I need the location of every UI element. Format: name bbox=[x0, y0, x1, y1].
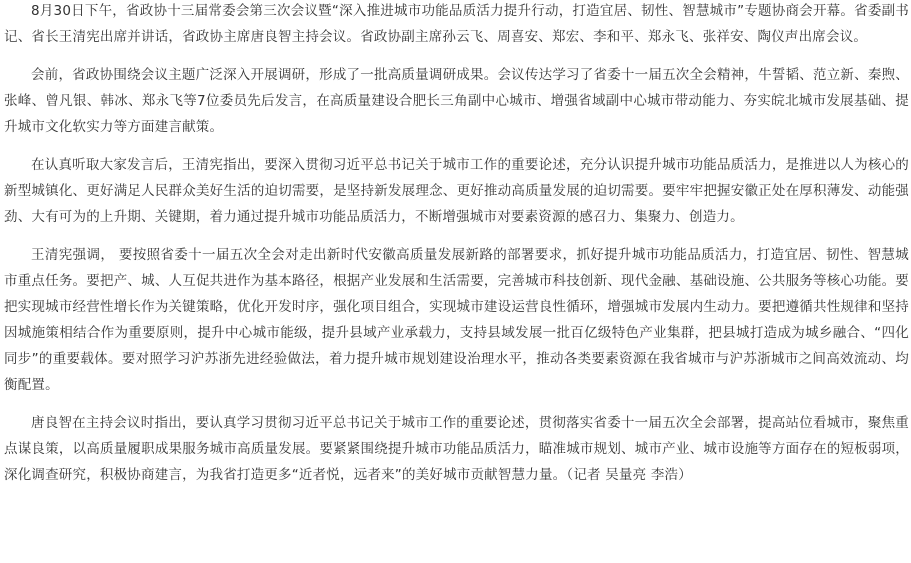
paragraph-wang-qingxian-emphasis: 王清宪强调， 要按照省委十一届五次全会对走出新时代安徽高质量发展新路的部署要求，抓好提升城市功能品质活力，打造宜居、韧性、智慧城市重点任务。要把产、城、人互促共进作为基本路径，根据产业发展和生活需要，完善城市科技创新、现代金融、基础设施、公共服务等核心功能。要把实现城市经营性增长作为关键策略，优化开发时序，强化项目组合，实现城市建设运营良性循环，增强城市发展内生动力。要把遵循共性规律和坚持因城施策相结合作为重要原则，提升中心城市能级，提升县域产业承载力，支持县域发展一批百亿级特色产业集群，把县城打造成为城乡融合、“四化同步”的重要载体。要对照学习沪苏浙先进经验做法，着力提升城市规划建设治理水平，推动各类要素资源在我省城市与沪苏浙城市之间高效流动、均衡配置。 bbox=[4, 247, 909, 393]
paragraph-tang-liangzhi-remarks: 唐良智在主持会议时指出，要认真学习贯彻习近平总书记关于城市工作的重要论述，贯彻落实省委十一届五次全会部署，提高站位看城市，聚焦重点谋良策，以高质量履职成果服务城市高质量发展。要紧紧围绕提升城市功能品质活力，瞄准城市规划、城市产业、城市设施等方面存在的短板弱项，深化调查研究，积极协商建言，为我省打造更多“近者悦，远者来”的美好城市贡献智慧力量。（记者 吴量亮 李浩） bbox=[4, 415, 909, 483]
paragraph-pre-meeting-research: 会前，省政协围绕会议主题广泛深入开展调研，形成了一批高质量调研成果。会议传达学习了省委十一届五次全会精神，牛誓韬、范立新、秦煦、张峰、曾凡银、韩冰、郑永飞等7位委员先后发言，在高质量建设合肥长三角副中心城市、增强省域副中心城市带动能力、夯实皖北城市发展基础、提升城市文化软实力等方面建言献策。 bbox=[4, 67, 909, 135]
paragraph-wang-qingxian-remarks: 在认真听取大家发言后，王清宪指出，要深入贯彻习近平总书记关于城市工作的重要论述，充分认识提升城市功能品质活力，是推进以人为核心的新型城镇化、更好满足人民群众美好生活的迫切需要，是坚持新发展理念、更好推动高质量发展的迫切需要。要牢牢把握安徽正处在厚积薄发、动能强劲、大有可为的上升期、关键期，着力通过提升城市功能品质活力，不断增强城市对要素资源的感召力、集聚力、创造力。 bbox=[4, 157, 909, 225]
paragraph-meeting-opening: 8月30日下午，省政协十三届常委会第三次会议暨“深入推进城市功能品质活力提升行动，打造宜居、韧性、智慧城市”专题协商会开幕。省委副书记、省长王清宪出席并讲话，省政协主席唐良智主持会议。省政协副主席孙云飞、周喜安、郑宏、李和平、郑永飞、张祥安、陶仪声出席会议。 bbox=[4, 3, 909, 45]
